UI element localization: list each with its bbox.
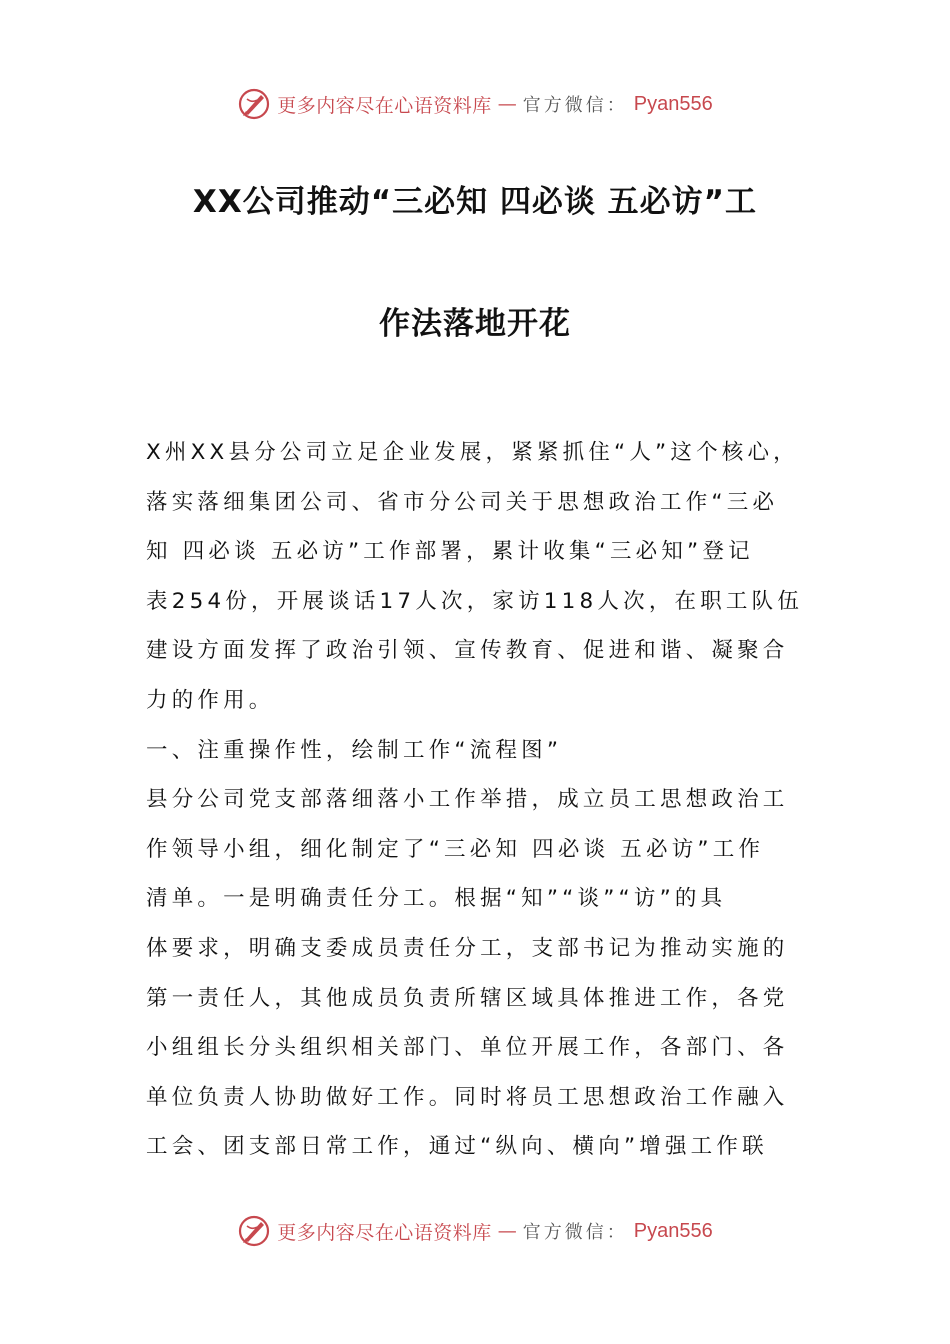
document-title-line-1: XX公司推动“三必知 四必谈 五必访”工: [192, 184, 758, 220]
body-line: 知 四必谈 五必访”工作部署，累计收集“三必知”登记: [146, 539, 754, 565]
body-line: 工会、团支部日常工作，通过“纵向、横向”增强工作联: [146, 1134, 768, 1160]
watermark-banner-bottom: [0, 1211, 950, 1251]
watermark-banner-top: [0, 84, 950, 124]
document-title-line-2: 作法落地开花: [379, 306, 571, 342]
body-line: 体要求，明确支委成员责任分工，支部书记为推动实施的: [146, 935, 789, 961]
body-line: 力的作用。: [146, 687, 275, 713]
pen-logo-icon: [237, 87, 271, 121]
watermark-label: 官方微信：: [522, 95, 628, 116]
pen-logo-icon: [237, 1214, 271, 1248]
body-line: 小组组长分头组织相关部门、单位开展工作，各部门、各: [146, 1035, 789, 1061]
body-line: X州XX县分公司立足企业发展，紧紧抓住“人”这个核心，: [146, 440, 799, 465]
body-line: 作领导小组，细化制定了“三必知 四必谈 五必访”工作: [146, 836, 765, 862]
body-line: 清单。一是明确责任分工。根据“知”“谈”“访”的具: [146, 886, 727, 912]
watermark-brand: 更多内容尽在心语资料库: [277, 1221, 492, 1244]
watermark-separator: —: [497, 1220, 517, 1242]
body-line: 第一责任人，其他成员负责所辖区域具体推进工作，各党: [146, 985, 789, 1011]
body-line: 单位负责人协助做好工作。同时将员工思想政治工作融入: [146, 1084, 789, 1110]
section-heading: 一、注重操作性，绘制工作“流程图”: [146, 737, 563, 763]
watermark-separator: —: [497, 93, 517, 115]
body-line: 县分公司党支部落细落小工作举措，成立员工思想政治工: [146, 787, 789, 813]
watermark-label: 官方微信：: [522, 1222, 628, 1243]
watermark-brand: 更多内容尽在心语资料库: [277, 94, 492, 117]
body-line: 表254份，开展谈话17人次，家访118人次，在职工队伍: [146, 588, 804, 614]
body-line: 建设方面发挥了政治引领、宣传教育、促进和谐、凝聚合: [146, 638, 789, 664]
document-body: [146, 428, 816, 1172]
watermark-wechat-id: Pyan556: [633, 92, 713, 115]
watermark-wechat-id: Pyan556: [633, 1219, 713, 1242]
body-line: 落实落细集团公司、省市分公司关于思想政治工作“三必: [146, 489, 779, 515]
